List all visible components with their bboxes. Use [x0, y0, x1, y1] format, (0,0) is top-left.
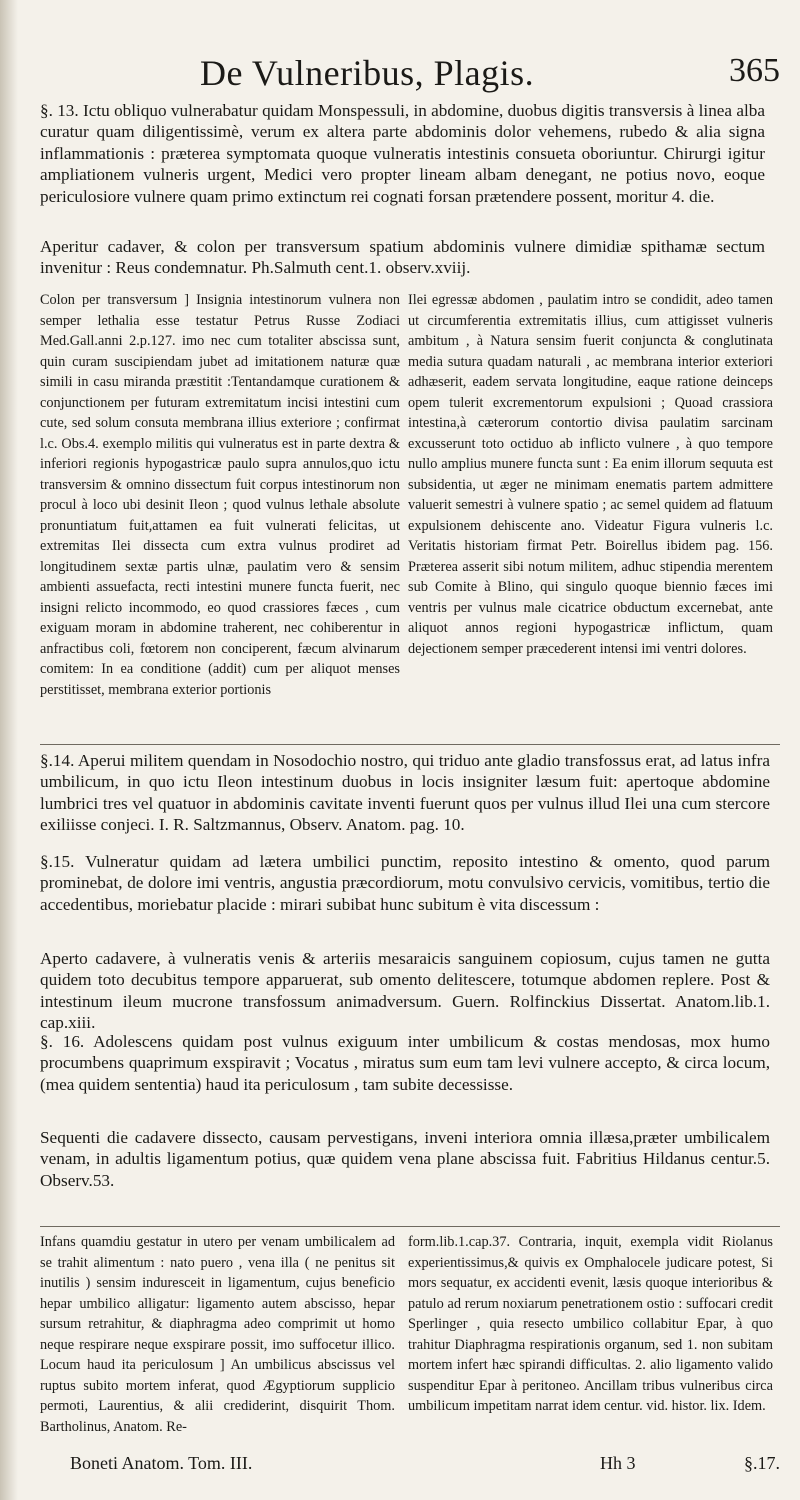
section-14-text: §.14. Aperui militem quendam in Nosodochio nostro, qui triduo ante gladio transfossus erat, ad latus infra umbilicum, in quo ictu Ileon intestinum duobus in locis insigniter læsum fuit: apertoque abdomine lumbrici tres vel quatuor in abdominis cavitate inventi fuerunt quos per vulnus illud Ilei una cum stercore exiliisse conjeci. I. R. Saltzmannus, Observ. Anatom. pag. 10. [40, 751, 770, 835]
section-15-observation [40, 948, 770, 1034]
section-16-text: §. 16. Adolescens quidam post vulnus exiguum inter umbilicum & costas mendosas, mox humo procumbens quaprimum exspiravit ; Vocatus , miratus sum eum tam levi vulnere accepto, & circa locum, (mea quidem sententia) haud ita periculosum , tam subite decessisse. [40, 1032, 770, 1094]
page-header [80, 52, 780, 102]
section-14-paragraph [40, 750, 770, 836]
section-16-paragraph [40, 1031, 770, 1095]
section-divider [40, 744, 780, 745]
commentary-left-column-2 [40, 1232, 395, 1437]
page-number: 365 [729, 52, 780, 89]
section-13-observation [40, 236, 765, 279]
section-16-text-2: Sequenti die cadavere dissecto, causam pervestigans, inveni interiora omnia illæsa,præter umbilicalem venam, in adultis ligamentum potius, quæ quidem vena plane abscissa fuit. Fabritius Hildanus centur.5. Observ.53. [40, 1128, 770, 1190]
page-gutter-shadow [0, 0, 18, 1500]
commentary-right-column-2 [408, 1232, 773, 1417]
footer-book-title: Boneti Anatom. Tom. III. [70, 1453, 253, 1473]
section-divider [40, 1226, 780, 1227]
section-13-paragraph [40, 100, 765, 207]
commentary-left-text-1: Colon per transversum ] Insignia intestinorum vulnera non semper lethalia esse testatur Petrus Russe Zodiaci Med.Gall.anni 2.p.127. imo nec cum totaliter abscissa sunt, quin curam suscipiendam jubet ad imitationem naturæ quæ simili in casu miranda præstitit :Tentandamque curationem & conjunctionem per futuram extremitatum incisi intestini cum cute, sed solum consuta membrana illius exteriore ; confirmat l.c. Obs.4. exemplo militis qui vulneratus est in parte dextra & inferiori regionis hypogastricæ paulo supra annulos,quo ictu transversim & omnino dissectum fuit corpus intestinorum non procul à loco ubi desinit Ileon ; quod vulnus lethale absolute pronuntiatum fuit,attamen ea fuit vulnerati felicitas, ut extremitas Ilei dissecta cum extra vulnus prodiret ad longitudinem sextæ partis ulnæ, paulatim vero & sensim ambienti assuefacta, recti intestini munere functa fuerit, nec insigni relicto incommodo, eo quod crassiores fæces , cum exiguam moram in abdomine traherent, nec cohiberentur in anfractibus coli, fœtorem non conciperent, fæcum alvinarum comitem: In ea conditione (addit) cum per aliquot menses perstitisset, membrana exterior portionis [40, 292, 400, 698]
section-13-text: §. 13. Ictu obliquo vulnerabatur quidam Monspessuli, in abdomine, duobus digitis transversis à linea alba curatur quam diligentissimè, verum ex altera parte abdominis dolor vehemens, rubedo & alia signa inflammationis : præterea symptomata quoque vulneratis intestinis consueta oboriuntur. Chirurgi igitur ampliationem vulneris urgent, Medici vero propter lineam albam denegant, ne potius novo, eoque periculosiore vulnere quam primo extinctum rei cognati forsan prætendere possent, moritur 4. die. [40, 101, 765, 206]
commentary-left-column-1 [40, 290, 400, 700]
section-16-observation [40, 1127, 770, 1191]
running-title: De Vulneribus, Plagis. [200, 53, 535, 93]
section-13-text-2: Aperitur cadaver, & colon per transversum spatium abdominis vulnere dimidiæ spithamæ sectum invenitur : Reus condemnatur. Ph.Salmuth cent.1. observ.xviij. [40, 237, 765, 278]
footer-signature: Hh 3 [600, 1453, 636, 1473]
commentary-right-column-1 [408, 290, 773, 659]
section-15-paragraph [40, 851, 770, 915]
section-15-text-2: Aperto cadavere, à vulneratis venis & arteriis mesaraicis sanguinem copiosum, cujus tamen ne gutta quidem toto decubitus tempore apparuerat, sub omento delitescere, totumque abdomen replere. Post & intestinum ileum mucrone transfossum animadversum. Guern. Rolfinckius Dissertat. Anatom.lib.1. cap.xiii. [40, 949, 770, 1033]
commentary-right-text-1: Ilei egressæ abdomen , paulatim intro se condidit, adeo tamen ut circumferentia extremitatis illius, cum attigisset vulneris ambitum , à Natura sensim fuerit conjuncta & conglutinata media sutura quadam naturali , ac membrana interior exteriori adhæserit, eadem servata longitudine, eaque ratione deinceps opem tulerit excrementorum expulsioni ; Quoad crassiora intestina,à cæterorum contortio divisa paulatim sarcinam excusserunt toto octiduo ab inflicto vulnere , à quo tempore nullo amplius munere functa sunt : Ea enim illorum sequuta est subsidentia, ut æger ne minimam enematis partem admittere valuerit semestri à vulnere spatio ; ac semel quidem ad flatuum expulsionem dehiscente ano. Videatur Figura vulneris l.c. Veritatis historiam firmat Petr. Boirellus ibidem pag. 156. Præterea asserit sibi notum militem, adhuc stipendia merentem sub Comite à Blino, qui singulo quoque biennio fæces imi ventris per vulnus male cicatrice obductum excernebat, ante aliquot annos regioni hypogastricæ inflictum, quam dejectionem semper præcederent intensi imi ventri dolores. [408, 292, 773, 657]
section-15-text: §.15. Vulneratur quidam ad lætera umbilici punctim, reposito intestino & omento, quod parum prominebat, de dolore imi ventris, angustia præcordiorum, motu convulsivo cervicis, vomitibus, tertio die accedentibus, moriebatur placide : mirari subibat hunc subitum è vita discessum : [40, 852, 770, 914]
footer-catchword: §.17. [744, 1453, 780, 1473]
page-footer [70, 1453, 780, 1483]
commentary-left-text-2: Infans quamdiu gestatur in utero per venam umbilicalem ad se trahit alimentum : nato puero , vena illa ( ne penitus sit inutilis ) sensim induresceit in ligamentum, cujus beneficio hepar umbilico alligatur: ligamento autem abscisso, hepar sursum retrahitur, & diaphragma adeo comprimit ut homo neque respirare neque exspirare possit, imo suffocetur illico. Locum haud ita periculosum ] An umbilicus abscissus vel ruptus subito mortem inferat, quod Ægyptiorum supplicio permoti, Laurentius, & alii crediderint, disquirit Thom. Bartholinus, Anatom. Re- [40, 1234, 395, 1435]
commentary-right-text-2: form.lib.1.cap.37. Contraria, inquit, exempla vidit Riolanus experientissimus,& quivis ex Omphalocele judicare potest, Si mors sequatur, ex accidenti evenit, læsis quoque interioribus & patulo ad rerum noxiarum penetrationem ostio : suffocari credit Sperlinger , quia resecto umbilico collabitur Epar, à quo trahitur Diaphragma respirationis organum, sed 1. non subitam mortem infert hæc spirandi difficultas. 2. alio ligamento valido suspenditur Epar à peritoneo. Ancillam tribus vulneribus circa umbilicum impetitam narrat idem centur. vid. histor. lix. Idem. [408, 1234, 773, 1414]
